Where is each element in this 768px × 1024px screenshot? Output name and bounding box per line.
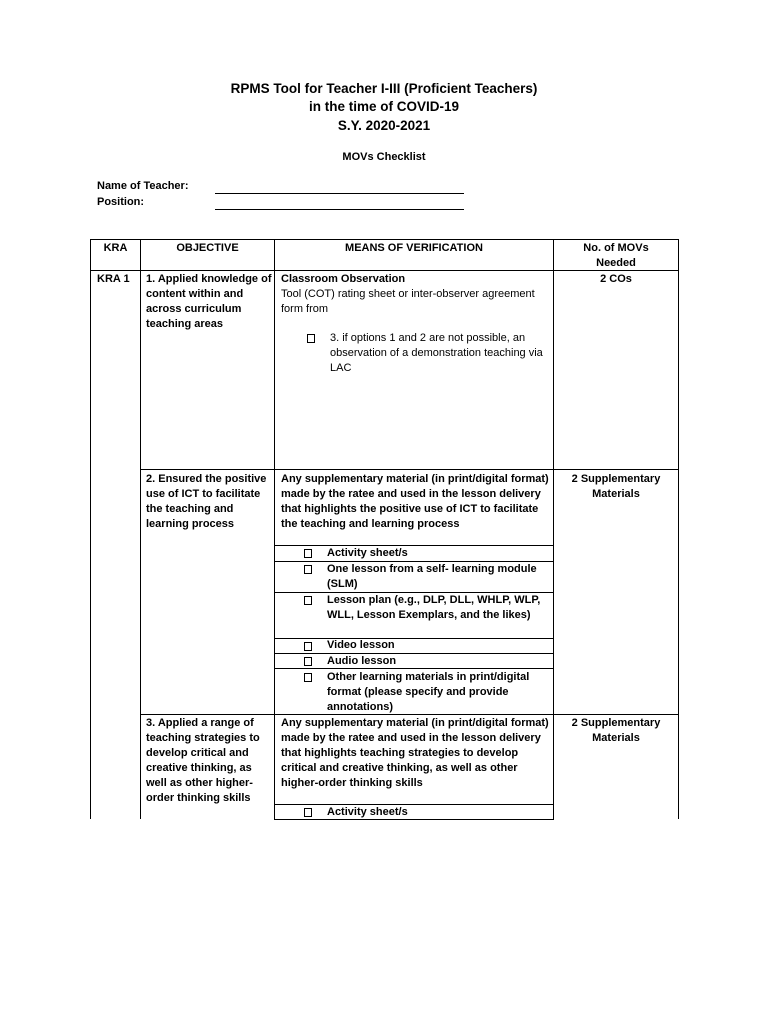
movs-needed-2-line2: Materials	[592, 488, 640, 500]
position-field[interactable]	[215, 209, 464, 210]
checkbox[interactable]	[304, 549, 312, 558]
kra-label: KRA 1	[97, 273, 130, 285]
checkbox[interactable]	[304, 673, 312, 682]
checkbox[interactable]	[304, 808, 312, 817]
table-border-right	[678, 239, 679, 819]
header-movs-needed	[554, 241, 678, 271]
checkbox[interactable]	[307, 334, 315, 343]
mov-1-heading: Classroom Observation	[281, 273, 406, 285]
header-movs-needed-line2: Needed	[596, 257, 636, 269]
list-item: Activity sheet/s	[327, 547, 408, 559]
table-divider-kra	[140, 239, 141, 819]
mov-2-intro: Any supplementary material (in print/digital format) made by the ratee and used in the lesson delivery that highlights the positive use of ICT to facilitate the teaching and learning process	[281, 473, 549, 530]
objective-2: 2. Ensured the positive use of ICT to facilitate the teaching and learning process	[146, 473, 267, 530]
checkbox[interactable]	[304, 565, 312, 574]
list-item: Audio lesson	[327, 655, 397, 667]
objective-3: 3. Applied a range of teaching strategies to develop critical and creative thinking, as well as other higher-order thinking skills	[146, 717, 260, 804]
teacher-name-label: Name of Teacher:	[97, 180, 189, 192]
school-year: S.Y. 2020-2021	[337, 118, 431, 133]
header-movs-needed-line1: No. of MOVs	[583, 242, 649, 254]
list-item: One lesson from a self- learning module (SLM)	[327, 563, 537, 590]
list-item: Activity sheet/s	[327, 806, 408, 818]
list-item: Other learning materials in print/digital format (please specify and provide annotations)	[327, 671, 530, 713]
row-divider-1	[140, 469, 679, 470]
list-item: Lesson plan (e.g., DLP, DLL, WHLP, WLP, WLL, Lesson Exemplars, and the likes)	[327, 594, 541, 621]
movs-needed-1: 2 COs	[600, 273, 632, 285]
header-means-of-verification: MEANS OF VERIFICATION	[345, 242, 483, 254]
teacher-name-field[interactable]	[215, 193, 464, 194]
checkbox[interactable]	[304, 642, 312, 651]
header-objective: OBJECTIVE	[176, 242, 239, 254]
mov-3-intro: Any supplementary material (in print/digital format) made by the ratee and used in the lesson delivery that highlights teaching strategies to develop critical and creative thinking, as well as other higher-order thinking skills	[281, 717, 549, 789]
mov-1-body: Tool (COT) rating sheet or inter-observer agreement form from	[281, 288, 535, 315]
checkbox[interactable]	[304, 596, 312, 605]
movs-needed-2-line1: 2 Supplementary	[571, 473, 661, 485]
table-divider-objective	[274, 239, 275, 819]
checklist-subtitle: MOVs Checklist	[342, 151, 426, 163]
movs-needed-2	[554, 472, 678, 502]
checkbox[interactable]	[304, 657, 312, 666]
table-border-top	[90, 239, 679, 240]
header-kra: KRA	[103, 242, 128, 254]
document-title-line-2: in the time of COVID-19	[308, 99, 460, 114]
movs-needed-3	[554, 716, 678, 746]
objective-1: 1. Applied knowledge of content within and across curriculum teaching areas	[146, 273, 272, 330]
table-border-left	[90, 239, 91, 819]
movs-needed-3-line1: 2 Supplementary	[571, 717, 661, 729]
mov-1-option-3: 3. if options 1 and 2 are not possible, an observation of a demonstration teaching via LAC	[330, 332, 543, 374]
movs-needed-3-line2: Materials	[592, 732, 640, 744]
document-title: RPMS Tool for Teacher I-III (Proficient Teachers)	[230, 81, 538, 96]
list-item: Video lesson	[327, 639, 395, 651]
position-label: Position:	[97, 196, 145, 208]
